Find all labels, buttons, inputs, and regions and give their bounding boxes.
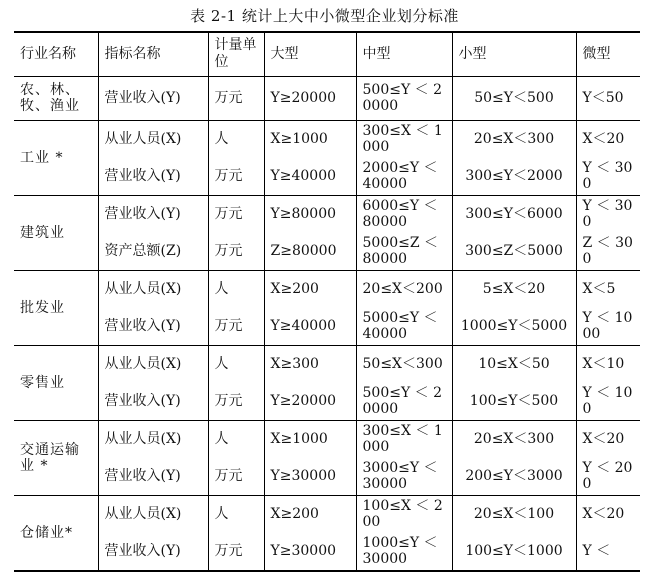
header-indicator: 指标名称 (98, 32, 208, 76)
micro-cell: Y ＜ (576, 533, 640, 571)
header-unit: 计量单位 (208, 32, 264, 76)
large-cell: Y≥40000 (264, 308, 356, 346)
unit-cell: 人 (208, 495, 264, 533)
table-row (14, 120, 640, 158)
medium-cell: 5000≤Z ＜ 80000 (356, 233, 452, 271)
table-row (14, 458, 640, 496)
unit-cell: 万元 (208, 383, 264, 421)
micro-cell: Y＜50 (576, 76, 640, 120)
header-row (14, 32, 640, 76)
small-cell: 200≤Y＜3000 (452, 458, 576, 496)
indicator-name: 从业人员(X) (98, 120, 208, 158)
table-row (14, 383, 640, 421)
large-cell: X≥200 (264, 495, 356, 533)
small-cell: 20≤X＜300 (452, 420, 576, 458)
table-row (14, 495, 640, 533)
indicator-name: 营业收入(Y) (98, 158, 208, 196)
indicator-name: 营业收入(Y) (98, 195, 208, 233)
micro-cell: Y ＜ 1000 (576, 308, 640, 346)
medium-cell: 300≤X ＜ 1000 (356, 120, 452, 158)
medium-cell: 6000≤Y ＜ 80000 (356, 195, 452, 233)
large-cell: Z≥80000 (264, 233, 356, 271)
micro-cell: X＜10 (576, 345, 640, 383)
indicator-name: 营业收入(Y) (98, 533, 208, 571)
small-cell: 5≤X＜20 (452, 270, 576, 308)
small-cell: 10≤X＜50 (452, 345, 576, 383)
micro-cell: X＜20 (576, 495, 640, 533)
indicator-name: 资产总额(Z) (98, 233, 208, 271)
table-row (14, 533, 640, 571)
micro-cell: Y ＜ 300 (576, 158, 640, 196)
small-cell: 20≤X＜300 (452, 120, 576, 158)
medium-cell: 500≤Y ＜ 20000 (356, 383, 452, 421)
large-cell: Y≥30000 (264, 458, 356, 496)
large-cell: Y≥20000 (264, 76, 356, 120)
micro-cell: X＜20 (576, 420, 640, 458)
small-cell: 100≤Y＜500 (452, 383, 576, 421)
medium-cell: 3000≤Y ＜ 30000 (356, 458, 452, 496)
industry-name: 农、林、牧、渔业 (14, 76, 98, 120)
table-row (14, 195, 640, 233)
header-small: 小型 (452, 32, 576, 76)
industry-name: 零售业 (14, 345, 98, 420)
table-row (14, 308, 640, 346)
unit-cell: 万元 (208, 233, 264, 271)
unit-cell: 人 (208, 120, 264, 158)
unit-cell: 人 (208, 420, 264, 458)
unit-cell: 万元 (208, 158, 264, 196)
large-cell: Y≥20000 (264, 383, 356, 421)
header-micro: 微型 (576, 32, 640, 76)
small-cell: 300≤Y＜2000 (452, 158, 576, 196)
unit-cell: 人 (208, 270, 264, 308)
indicator-name: 营业收入(Y) (98, 383, 208, 421)
small-cell: 300≤Z＜5000 (452, 233, 576, 271)
medium-cell: 20≤X＜200 (356, 270, 452, 308)
micro-cell: Y ＜ 300 (576, 195, 640, 233)
classification-table (14, 31, 640, 572)
medium-cell: 500≤Y ＜ 20000 (356, 76, 452, 120)
medium-cell: 5000≤Y ＜ 40000 (356, 308, 452, 346)
indicator-name: 从业人员(X) (98, 495, 208, 533)
large-cell: Y≥80000 (264, 195, 356, 233)
indicator-name: 从业人员(X) (98, 420, 208, 458)
small-cell: 1000≤Y＜5000 (452, 308, 576, 346)
table-row (14, 270, 640, 308)
micro-cell: X＜5 (576, 270, 640, 308)
micro-cell: Y ＜ 200 (576, 458, 640, 496)
table-title: 表 2-1 统计上大中小微型企业划分标准 (190, 7, 459, 25)
table-row (14, 420, 640, 458)
industry-name: 工业 * (14, 120, 98, 195)
large-cell: X≥1000 (264, 420, 356, 458)
industry-name: 交通运输业 * (14, 420, 98, 495)
unit-cell: 万元 (208, 458, 264, 496)
small-cell: 50≤Y＜500 (452, 76, 576, 120)
unit-cell: 人 (208, 345, 264, 383)
table-row (14, 345, 640, 383)
table-body (14, 76, 640, 571)
industry-name: 仓储业* (14, 495, 98, 571)
medium-cell: 1000≤Y ＜ 30000 (356, 533, 452, 571)
header-industry: 行业名称 (14, 32, 98, 76)
small-cell: 20≤X＜100 (452, 495, 576, 533)
indicator-name: 营业收入(Y) (98, 308, 208, 346)
unit-cell: 万元 (208, 76, 264, 120)
indicator-name: 营业收入(Y) (98, 458, 208, 496)
medium-cell: 300≤X ＜ 1000 (356, 420, 452, 458)
medium-cell: 2000≤Y ＜ 40000 (356, 158, 452, 196)
unit-cell: 万元 (208, 308, 264, 346)
large-cell: X≥1000 (264, 120, 356, 158)
header-medium: 中型 (356, 32, 452, 76)
medium-cell: 50≤X＜300 (356, 345, 452, 383)
indicator-name: 从业人员(X) (98, 345, 208, 383)
small-cell: 100≤Y＜1000 (452, 533, 576, 571)
micro-cell: X＜20 (576, 120, 640, 158)
unit-cell: 万元 (208, 533, 264, 571)
table-row (14, 233, 640, 271)
unit-cell: 万元 (208, 195, 264, 233)
large-cell: Y≥40000 (264, 158, 356, 196)
industry-name: 建筑业 (14, 195, 98, 270)
micro-cell: Z ＜ 300 (576, 233, 640, 271)
header-large: 大型 (264, 32, 356, 76)
medium-cell: 100≤X ＜ 200 (356, 495, 452, 533)
small-cell: 300≤Y＜6000 (452, 195, 576, 233)
table-row (14, 76, 640, 120)
micro-cell: Y ＜ 100 (576, 383, 640, 421)
indicator-name: 营业收入(Y) (98, 76, 208, 120)
large-cell: X≥200 (264, 270, 356, 308)
indicator-name: 从业人员(X) (98, 270, 208, 308)
industry-name: 批发业 (14, 270, 98, 345)
table-row (14, 158, 640, 196)
large-cell: X≥300 (264, 345, 356, 383)
large-cell: Y≥30000 (264, 533, 356, 571)
